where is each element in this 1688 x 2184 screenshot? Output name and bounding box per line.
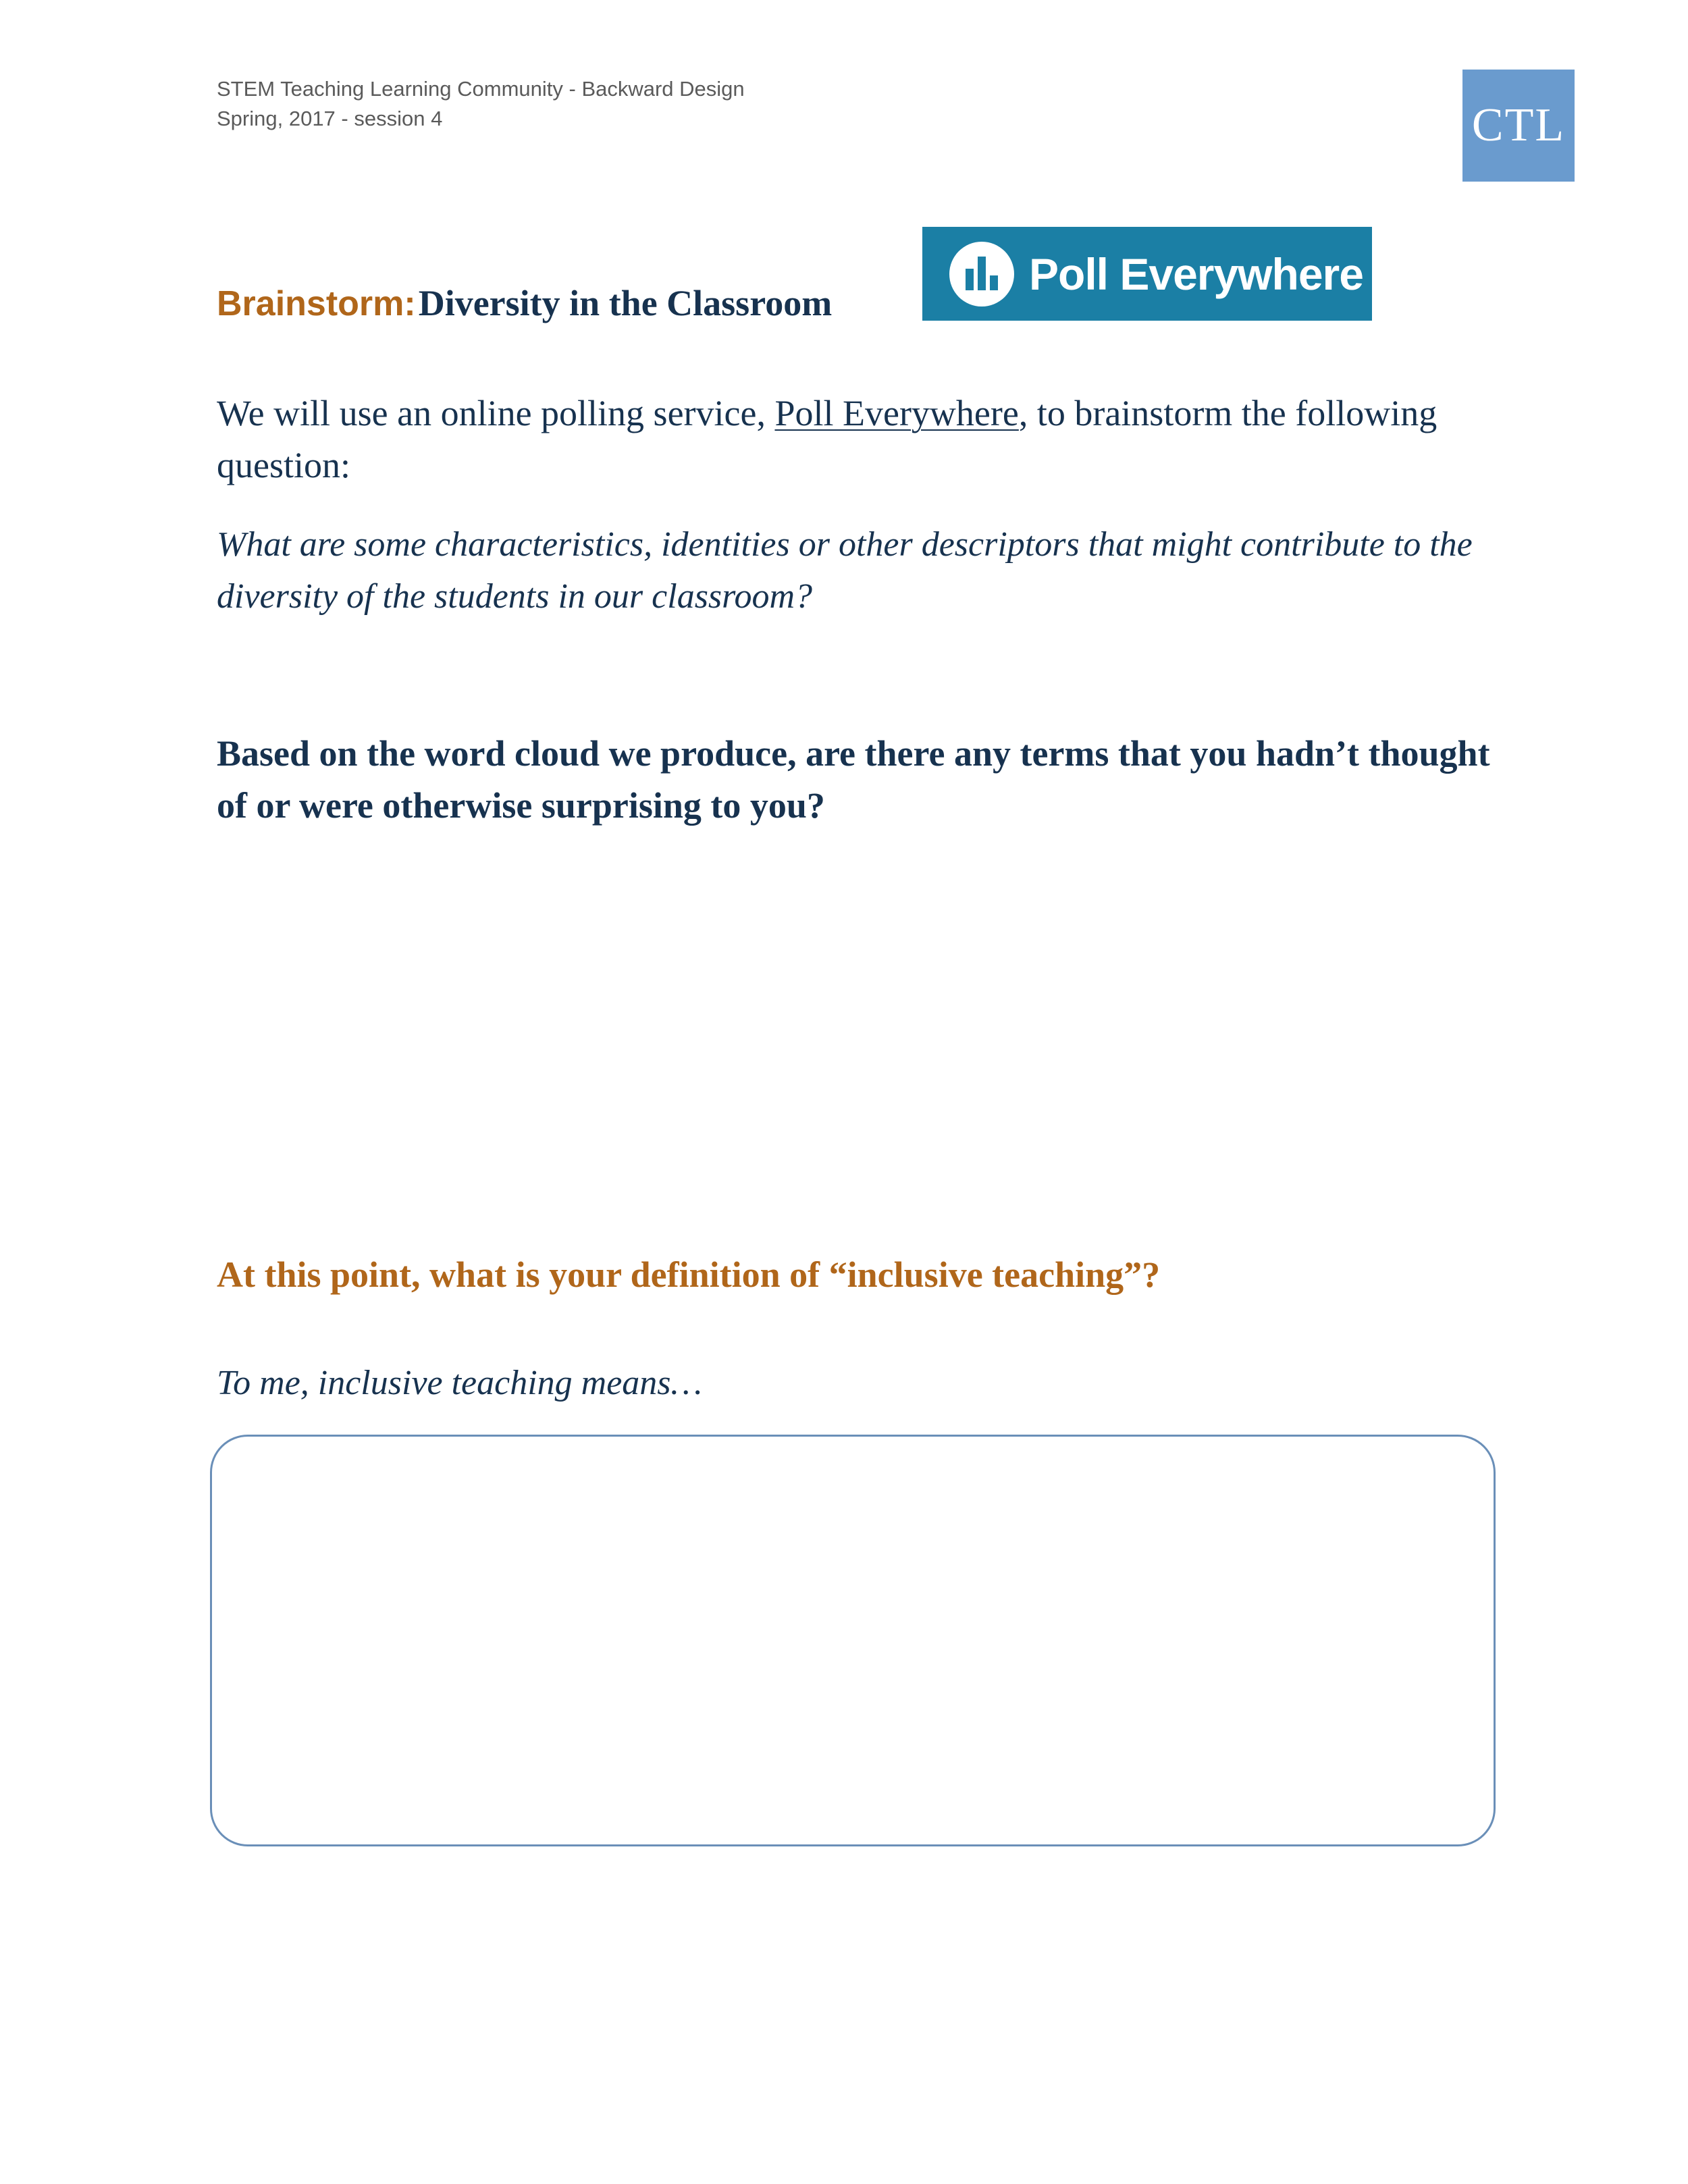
title-rest: Diversity in the Classroom (418, 283, 833, 323)
brainstorm-question: What are some characteristics, identities or other descriptors that might contribute to the diversity of the students in our classroom? (217, 525, 1473, 616)
answer-box[interactable] (210, 1435, 1496, 1846)
header-course-title: STEM Teaching Learning Community - Backward Design (217, 77, 745, 101)
word-cloud-question: Based on the word cloud we produce, are there any terms that you hadn’t thought of or were otherwise surprising to you? (217, 733, 1490, 826)
intro-text-before: We will use an online polling service, (217, 393, 775, 433)
poll-everywhere-logo (922, 227, 1372, 321)
ctl-logo (1462, 70, 1575, 182)
intro-paragraph (217, 388, 1500, 491)
header-session: Spring, 2017 - session 4 (217, 107, 443, 130)
title-lead: Brainstorm: (217, 284, 416, 323)
intro-text-after: , to brainstorm the following question: (217, 393, 1438, 485)
poll-logo-text: Poll Everywhere (1029, 248, 1363, 299)
definition-question: At this point, what is your definition of “inclusive teaching”? (217, 1254, 1161, 1295)
definition-prompt: To me, inclusive teaching means… (217, 1364, 702, 1402)
page-title (217, 282, 832, 324)
poll-everywhere-link[interactable]: Poll Everywhere (774, 393, 1019, 433)
ctl-logo-text: CTL (1471, 99, 1566, 151)
bar-chart-circle-icon (949, 242, 1014, 307)
